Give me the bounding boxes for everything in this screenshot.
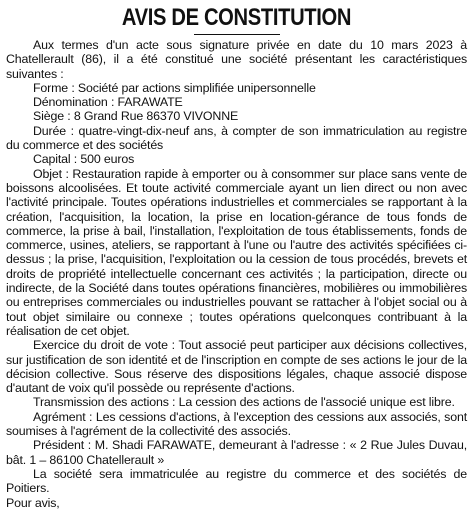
paragraph-siege: Siège : 8 Grand Rue 86370 VIVONNE	[33, 109, 239, 124]
paragraph-forme: Forme : Société par actions simplifiée unipersonnelle	[33, 80, 316, 95]
paragraph-president: Président : M. Shadi FARAWATE, demeurant à l'adresse : « 2 Rue Jules Duvau, bât. 1 – 86100 Chatellerault »	[6, 438, 467, 467]
paragraph-droit-de-vote: Exercice du droit de vote : Tout associé peut participer aux décisions collectives, sur justification de son identité et de l'inscription en compte de ses actions le jour de la décision collective. Sous réserve des dispositions légales, chaque associé dispose d'autant de voix qu'il possède ou représente d'actions.	[6, 338, 467, 396]
paragraph-capital: Capital : 500 euros	[33, 152, 135, 167]
legal-notice	[6, 0, 467, 510]
paragraph-immatriculation: La société sera immatriculée au registre du commerce et des sociétés de Poitiers.	[6, 466, 467, 496]
paragraph-preamble: Aux termes d'un acte sous signature privée en date du 10 mars 2023 à Chatellerault (86), il a été constitué une société présentant les caractéristiques suivantes :	[6, 38, 467, 81]
paragraph-objet: Objet : Restauration rapide à emporter ou à consommer sur place sans vente de boissons alcoolisées. Et toute activité commerciale ayant un lien direct ou non avec l'activité principale. Toutes opérations industrielles et commerciales se rapportant à la création, l'acquisition, la location, la prise en location-gérance de tous fonds de commerce, la prise à bail, l'installation, l'exploitation de tous établissements, fonds de commerce, usines, ateliers, se rapportant à l'une ou l'autre des activités spécifiées ci-dessus ; la prise, l'acquisition, l'exploitation ou la cession de tous procédés, brevets et droits de propriété intellectuelle concernant ces activités ; la participation, directe ou indirecte, de la Société dans toutes opérations financières, mobilières ou immobilières ou entreprises commerciales ou industrielles pouvant se rattacher à l'objet social ou à tout objet similaire ou connexe ; toutes opérations quelconques contribuant à la réalisation de cet objet.	[6, 166, 467, 338]
title-underline	[194, 34, 280, 35]
paragraph-agrement: Agrément : Les cessions d'actions, à l'exception des cessions aux associés, sont soumises à l'agrément de la collectivité des associés.	[6, 409, 467, 439]
paragraph-denomination: Dénomination : FARAWATE	[33, 95, 183, 110]
paragraph-transmission: Transmission des actions : La cession des actions de l'associé unique est libre.	[33, 395, 455, 410]
notice-body	[6, 38, 467, 510]
closing-line: Pour avis,	[6, 495, 60, 510]
paragraph-duree: Durée : quatre-vingt-dix-neuf ans, à compter de son immatriculation au registre du commerce et des sociétés	[6, 123, 467, 153]
notice-title: AVIS DE CONSTITUTION	[121, 4, 352, 31]
